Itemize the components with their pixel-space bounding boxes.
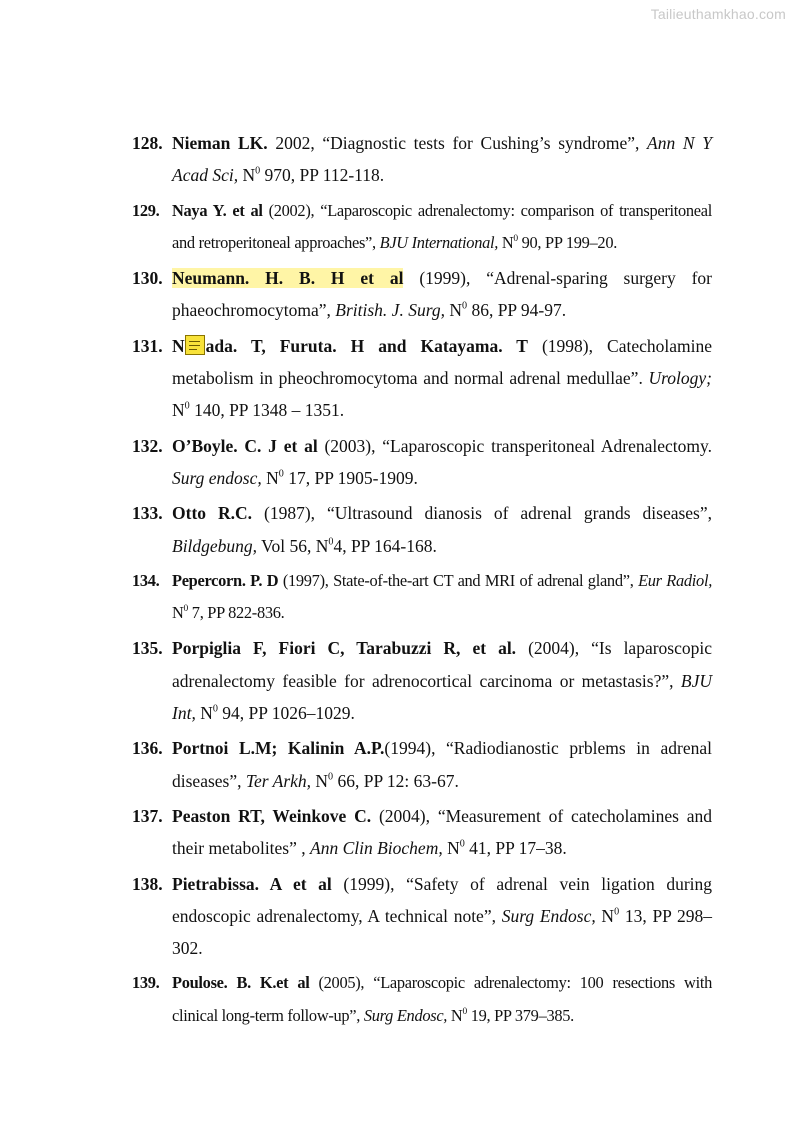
reference-number-label: N (238, 165, 256, 186)
reference-journal: Urology; (648, 368, 712, 389)
reference-item (132, 262, 712, 327)
reference-number: 132. (132, 435, 163, 456)
reference-superscript: 0 (328, 535, 334, 547)
reference-detail: (2002), “Laparoscopic adrenalectomy: comparison of transperitoneal and retroperitoneal approaches”, (172, 200, 712, 252)
reference-detail: (2004), “Measurement of catecholamines and their metabolites” , (172, 805, 712, 859)
reference-tail: 970, PP 112-118. (260, 165, 385, 186)
reference-item (132, 565, 712, 630)
reference-number: 131. (132, 335, 163, 356)
reference-number: 138. (132, 873, 163, 894)
reference-number: 134. (132, 570, 160, 590)
reference-number-label: N (261, 467, 279, 488)
reference-superscript: 0 (513, 233, 518, 244)
reference-authors: Porpiglia F, Fiori C, Tarabuzzi R, et al. (172, 638, 517, 659)
reference-number: 129. (132, 200, 160, 220)
reference-item (132, 430, 712, 495)
reference-authors: Poulose. B. K.et al (172, 973, 310, 993)
reference-tail: 41, PP 17–38. (464, 838, 567, 859)
reference-number: 137. (132, 805, 163, 826)
reference-detail: 2002, “Diagnostic tests for Cushing’s syndrome”, (267, 133, 648, 153)
reference-tail: 140, PP 1348 – 1351. (189, 400, 345, 421)
reference-authors: ada. T, Furuta. H and Katayama. T (205, 335, 528, 356)
reference-journal: Surg Endosc, (363, 1005, 448, 1025)
reference-number-label: N (311, 770, 329, 791)
reference-item (132, 497, 712, 562)
reference-author-prefix: N (172, 335, 185, 356)
reference-number-label: N (195, 703, 213, 724)
reference-number: 139. (132, 973, 160, 993)
reference-superscript: 0 (462, 300, 468, 312)
reference-item (132, 868, 712, 965)
reference-tail: 66, PP 12: 63-67. (333, 770, 459, 791)
reference-number: 128. (132, 133, 163, 153)
reference-item (132, 732, 712, 797)
reference-journal: Surg Endosc, (501, 905, 596, 926)
reference-journal: British. J. Surg, (335, 300, 445, 321)
reference-item (132, 632, 712, 729)
reference-number-label: N (595, 905, 615, 926)
reference-number-label: N (442, 838, 460, 859)
reference-superscript: 0 (614, 906, 620, 918)
reference-item (132, 195, 712, 260)
reference-detail: (1998), Catecholamine metabolism in pheochromocytoma and normal adrenal medullae”. (172, 335, 712, 389)
reference-detail: (2003), “Laparoscopic transperitoneal Adrenalectomy. (317, 435, 712, 456)
reference-authors: Nieman LK. (172, 133, 268, 153)
reference-journal: Ann Clin Biochem, (310, 838, 443, 859)
reference-detail: (1994), “Radiodianostic prblems in adrenal diseases”, (172, 738, 712, 791)
reference-detail: (2005), “Laparoscopic adrenalectomy: 100 resections with clinical long-term follow-up”, (172, 973, 712, 1025)
reference-superscript: 0 (278, 468, 284, 480)
reference-tail: 7, PP 822-836. (188, 603, 285, 623)
reference-tail: 90, PP 199–20. (517, 232, 618, 252)
reference-superscript: 0 (184, 400, 190, 412)
reference-number: 135. (132, 638, 163, 659)
reference-number-label: N (498, 232, 514, 252)
reference-tail: 13, PP 298–302. (172, 905, 712, 959)
reference-number: 133. (132, 503, 163, 524)
reference-number: 136. (132, 738, 163, 759)
reference-number: 130. (132, 268, 163, 289)
reference-tail: 17, PP 1905-1909. (283, 467, 418, 488)
reference-detail: (1987), “Ultrasound dianosis of adrenal grands diseases”, (252, 503, 713, 524)
reference-number-label: N (172, 603, 184, 623)
highlighted-authors: Neumann. H. B. H et al (172, 268, 404, 289)
reference-detail: (1997), State-of-the-art CT and MRI of adrenal gland”, (278, 570, 639, 590)
reference-journal: Surg endosc, (172, 467, 262, 488)
reference-item (132, 330, 712, 427)
reference-tail: 19, PP 379–385. (466, 1005, 574, 1025)
reference-authors: Otto R.C. (172, 503, 253, 524)
reference-authors: Pepercorn. P. D (172, 570, 279, 590)
reference-authors: Peaston RT, Weinkove C. (172, 805, 372, 826)
reference-authors: Naya Y. et al (172, 200, 263, 220)
reference-authors: O’Boyle. C. J et al (172, 435, 318, 456)
reference-item (132, 967, 712, 1032)
reference-superscript: 0 (183, 604, 188, 615)
watermark: Tailieuthamkhao.com (650, 6, 786, 22)
reference-journal: Ter Arkh, (245, 770, 312, 791)
reference-item (132, 800, 712, 865)
reference-number-label: N (444, 300, 462, 321)
reference-number-label: N (172, 400, 185, 421)
reference-superscript: 0 (328, 771, 334, 783)
reference-superscript: 0 (212, 703, 218, 715)
reference-authors: Portnoi L.M; Kalinin A.P. (172, 738, 385, 759)
reference-superscript: 0 (255, 165, 261, 177)
reference-authors: Pietrabissa. A et al (172, 873, 332, 894)
reference-tail: 94, PP 1026–1029. (217, 703, 355, 724)
reference-superscript: 0 (462, 1006, 467, 1017)
sticky-note-icon[interactable] (185, 335, 205, 355)
reference-superscript: 0 (459, 838, 465, 850)
reference-tail: 4, PP 164-168. (333, 535, 437, 556)
reference-journal: BJU Int, (172, 670, 712, 724)
reference-detail: (2004), “Is laparoscopic adrenalectomy feasible for adrenocortical carcinoma or metastasis?”, (172, 638, 712, 691)
reference-tail: 86, PP 94-97. (467, 300, 567, 321)
reference-item (132, 127, 712, 192)
reference-journal: Ann N Y Acad Sci, (172, 133, 712, 186)
reference-journal: Bildgebung, (172, 535, 258, 556)
reference-number-label: Vol 56, N (257, 535, 329, 556)
reference-journal: Eur Radiol, (638, 570, 713, 590)
reference-list (132, 127, 712, 1035)
reference-detail: (1999), “Safety of adrenal vein ligation during endoscopic adrenalectomy, A technical note”, (172, 873, 713, 926)
reference-detail: (1999), “Adrenal-sparing surgery for phaeochromocytoma”, (172, 268, 712, 321)
reference-number-label: N (447, 1005, 463, 1025)
reference-journal: BJU International, (379, 232, 499, 252)
